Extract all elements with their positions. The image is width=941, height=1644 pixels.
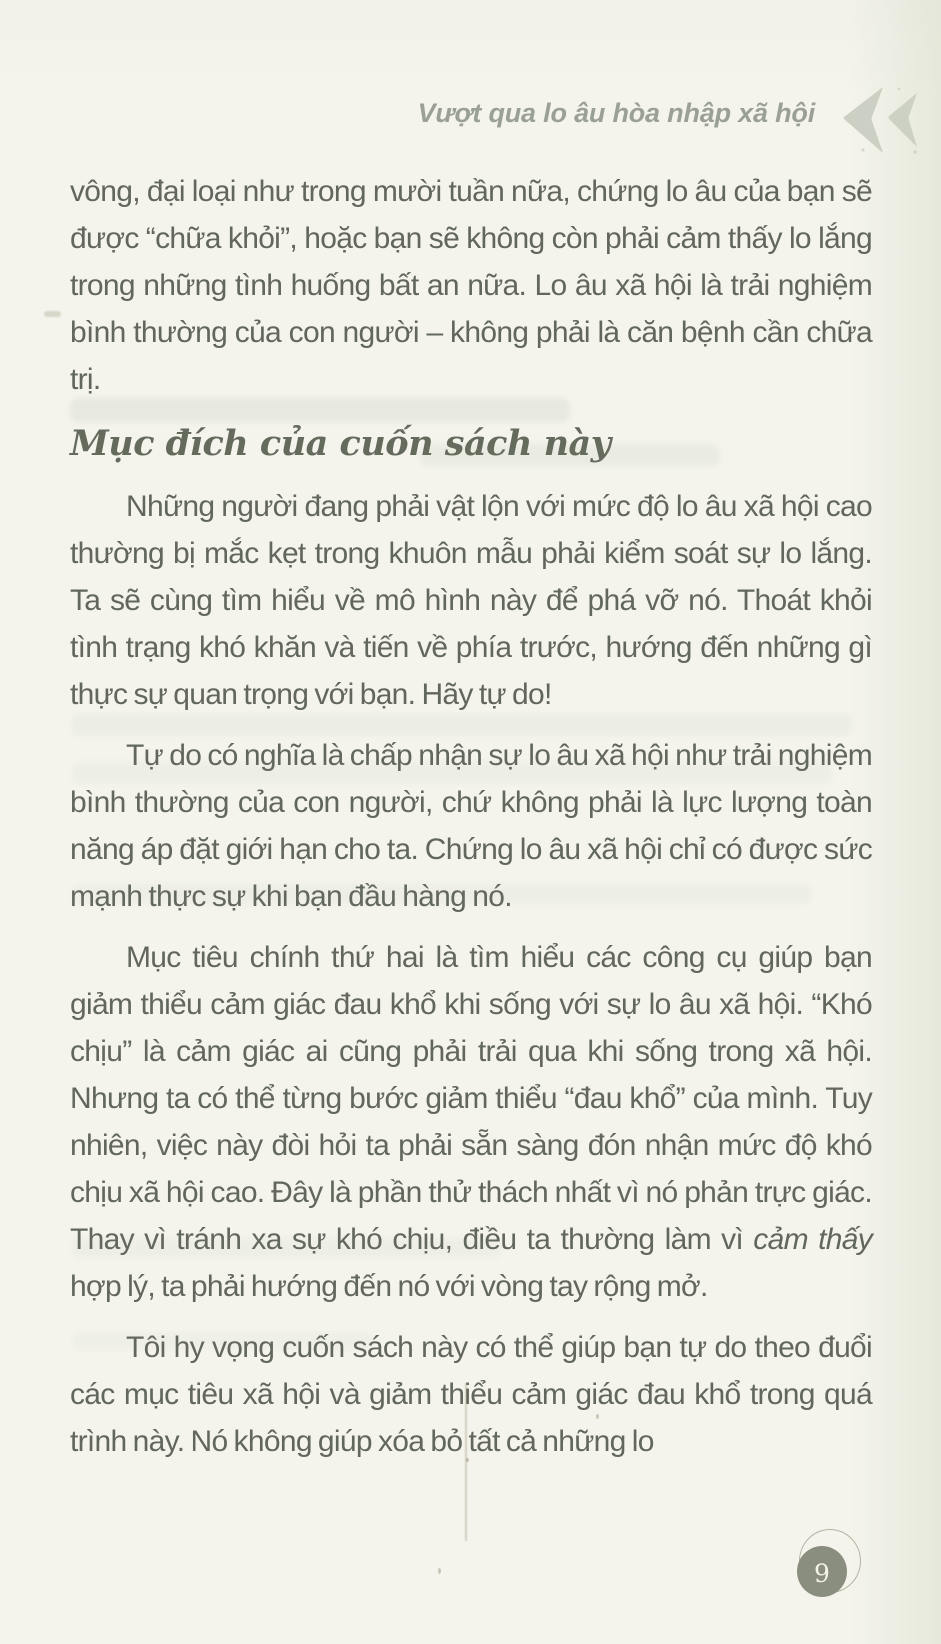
paragraph-2: [70, 483, 872, 718]
running-title: Vượt qua lo âu hòa nhập xã hội: [417, 97, 815, 128]
paragraph-1: [70, 168, 872, 403]
paragraph-5: [70, 1324, 872, 1465]
running-header: [0, 84, 921, 156]
body-text-run: Những người đang phải vật lộn với mức độ lo âu xã hội cao thường bị mắc kẹt trong khuôn mẫu phải kiểm soát sự lo lắng. Ta sẽ cùng tìm hiểu về mô hình này để phá vỡ nó. Thoát khỏi tình trạng khó khăn và tiến về phía trước, hướng đến những gì thực sự quan trọng với bạn. Hãy tự do!: [70, 490, 872, 711]
double-left-chevrons-icon: [839, 84, 921, 156]
page-number-badge: [797, 1529, 867, 1599]
scan-speck: [596, 1414, 599, 1419]
page-number: 9: [814, 1559, 830, 1588]
body-text-run: Tự do có nghĩa là chấp nhận sự lo âu xã hội như trải nghiệm bình thường của con người, chứ không phải là lực lượng toàn năng áp đặt giới hạn cho ta. Chứng lo âu xã hội chỉ có được sức mạnh thực sự khi bạn đầu hàng nó.: [70, 739, 872, 913]
body-text-run: vông, đại loại như trong mười tuần nữa, chứng lo âu của bạn sẽ được “chữa khỏi”, hoặc bạn sẽ không còn phải cảm thấy lo lắng trong những tình huống bất an nữa. Lo âu xã hội là trải nghiệm bình thường của con người – không phải là căn bệnh cần chữa trị.: [70, 175, 872, 396]
body-text-run: hợp lý, ta phải hướng đến nó với vòng tay rộng mở.: [70, 1270, 708, 1303]
scan-speck: [438, 1568, 441, 1574]
paragraph-4: [70, 934, 872, 1310]
body-text-run: Mục tiêu chính thứ hai là tìm hiểu các công cụ giúp bạn giảm thiểu cảm giác đau khổ khi sống với sự lo âu xã hội. “Khó chịu” là cảm giác ai cũng phải trải qua khi sống trong xã hội. Nhưng ta có thể từng bước giảm thiểu “đau khổ” của mình. Tuy nhiên, việc này đòi hỏi ta phải sẵn sàng đón nhận mức độ khó chịu xã hội cao. Đây là phần thử thách nhất vì nó phản trực giác. Thay vì tránh xa sự khó chịu, điều ta thường làm vì: [70, 941, 872, 1256]
scan-speck: [466, 1458, 469, 1462]
emphasized-text: cảm thấy: [753, 1223, 872, 1256]
scan-smudge: [44, 311, 61, 317]
body-text-run: Tôi hy vọng cuốn sách này có thể giúp bạn tự do theo đuổi các mục tiêu xã hội và giảm thiểu cảm giác đau khổ trong quá trình này. Nó không giúp xóa bỏ tất cả những lo: [70, 1331, 872, 1458]
scan-crease: [465, 1383, 467, 1541]
section-heading: Mục đích của cuốn sách này: [70, 423, 611, 464]
page-number-circle: [797, 1546, 847, 1597]
paragraph-3: [70, 732, 872, 920]
page-text: [70, 168, 872, 1479]
